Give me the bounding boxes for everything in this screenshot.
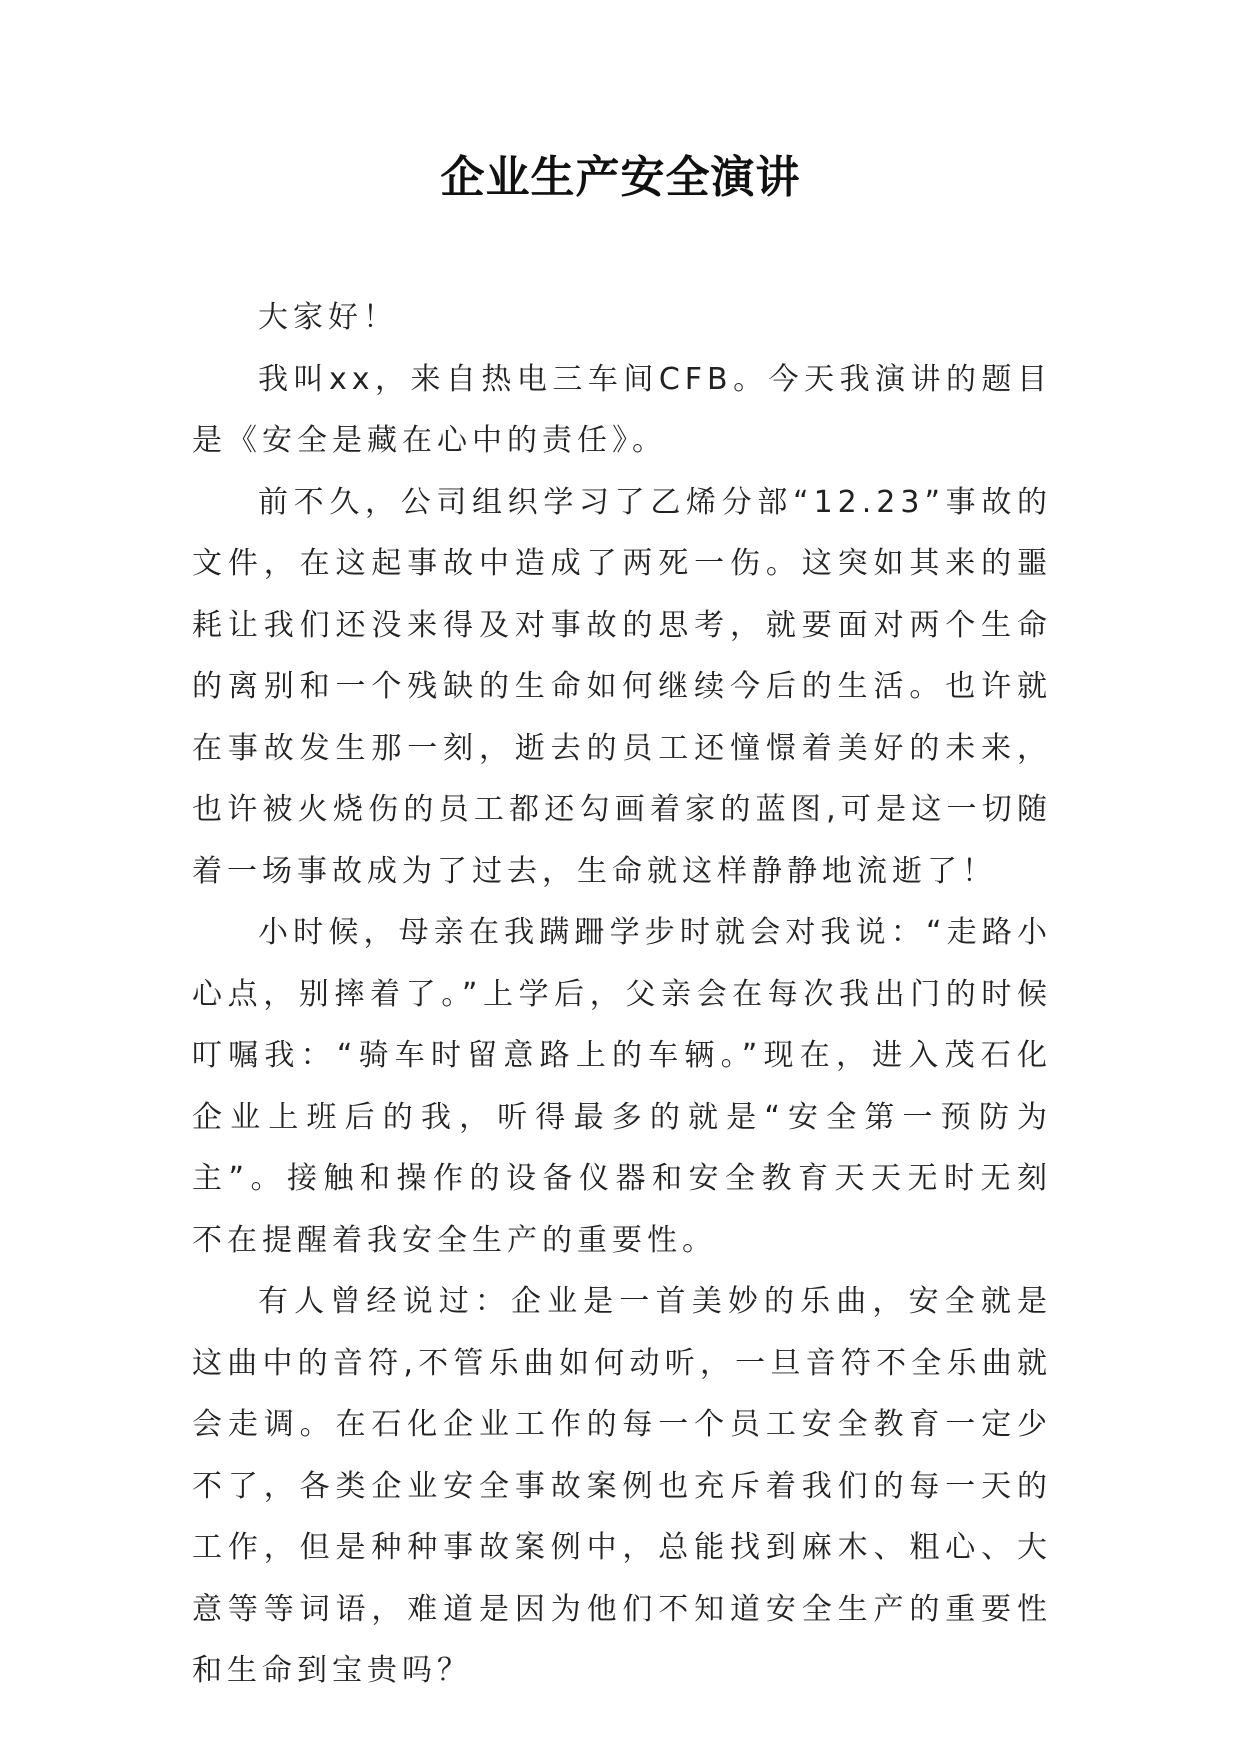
document-body: [192, 287, 1052, 1702]
paragraph-accident: 前不久，公司组织学习了乙烯分部“12.23”事故的文件，在这起事故中造成了两死一伤。这突如其来的噩耗让我们还没来得及对事故的思考，就要面对两个生命的离别和一个残缺的生命如何继续今后的生活。也许就在事故发生那一刻，逝去的员工还憧憬着美好的未来，也许被火烧伤的员工都还勾画着家的蓝图,可是这一切随着一场事故成为了过去，生命就这样静静地流逝了！: [192, 484, 1052, 889]
paragraph-greeting: 大家好！: [258, 300, 398, 335]
document-title: 企业生产安全演讲: [440, 152, 801, 203]
paragraph-music-metaphor: 有人曾经说过：企业是一首美妙的乐曲，安全就是这曲中的音符,不管乐曲如何动听，一旦音符不全乐曲就会走调。在石化企业工作的每一个员工安全教育一定少不了，各类企业安全事故案例也充斥着我们的每一天的工作，但是种种事故案例中，总能找到麻木、粗心、大意等等词语，难道是因为他们不知道安全生产的重要性和生命到宝贵吗？: [192, 1284, 1052, 1688]
paragraph-introduction: 我叫xx，来自热电三车间CFB。今天我演讲的题目是《安全是藏在心中的责任》。: [192, 361, 1052, 458]
paragraph-childhood: 小时候，母亲在我蹒跚学步时就会对我说：“走路小心点，别摔着了。”上学后，父亲会在每次我出门的时候叮嘱我：“骑车时留意路上的车辆。”现在，进入茂石化企业上班后的我，听得最多的就是“安全第一预防为主”。接触和操作的设备仪器和安全教育天天无时无刻不在提醒着我安全生产的重要性。: [192, 915, 1052, 1258]
